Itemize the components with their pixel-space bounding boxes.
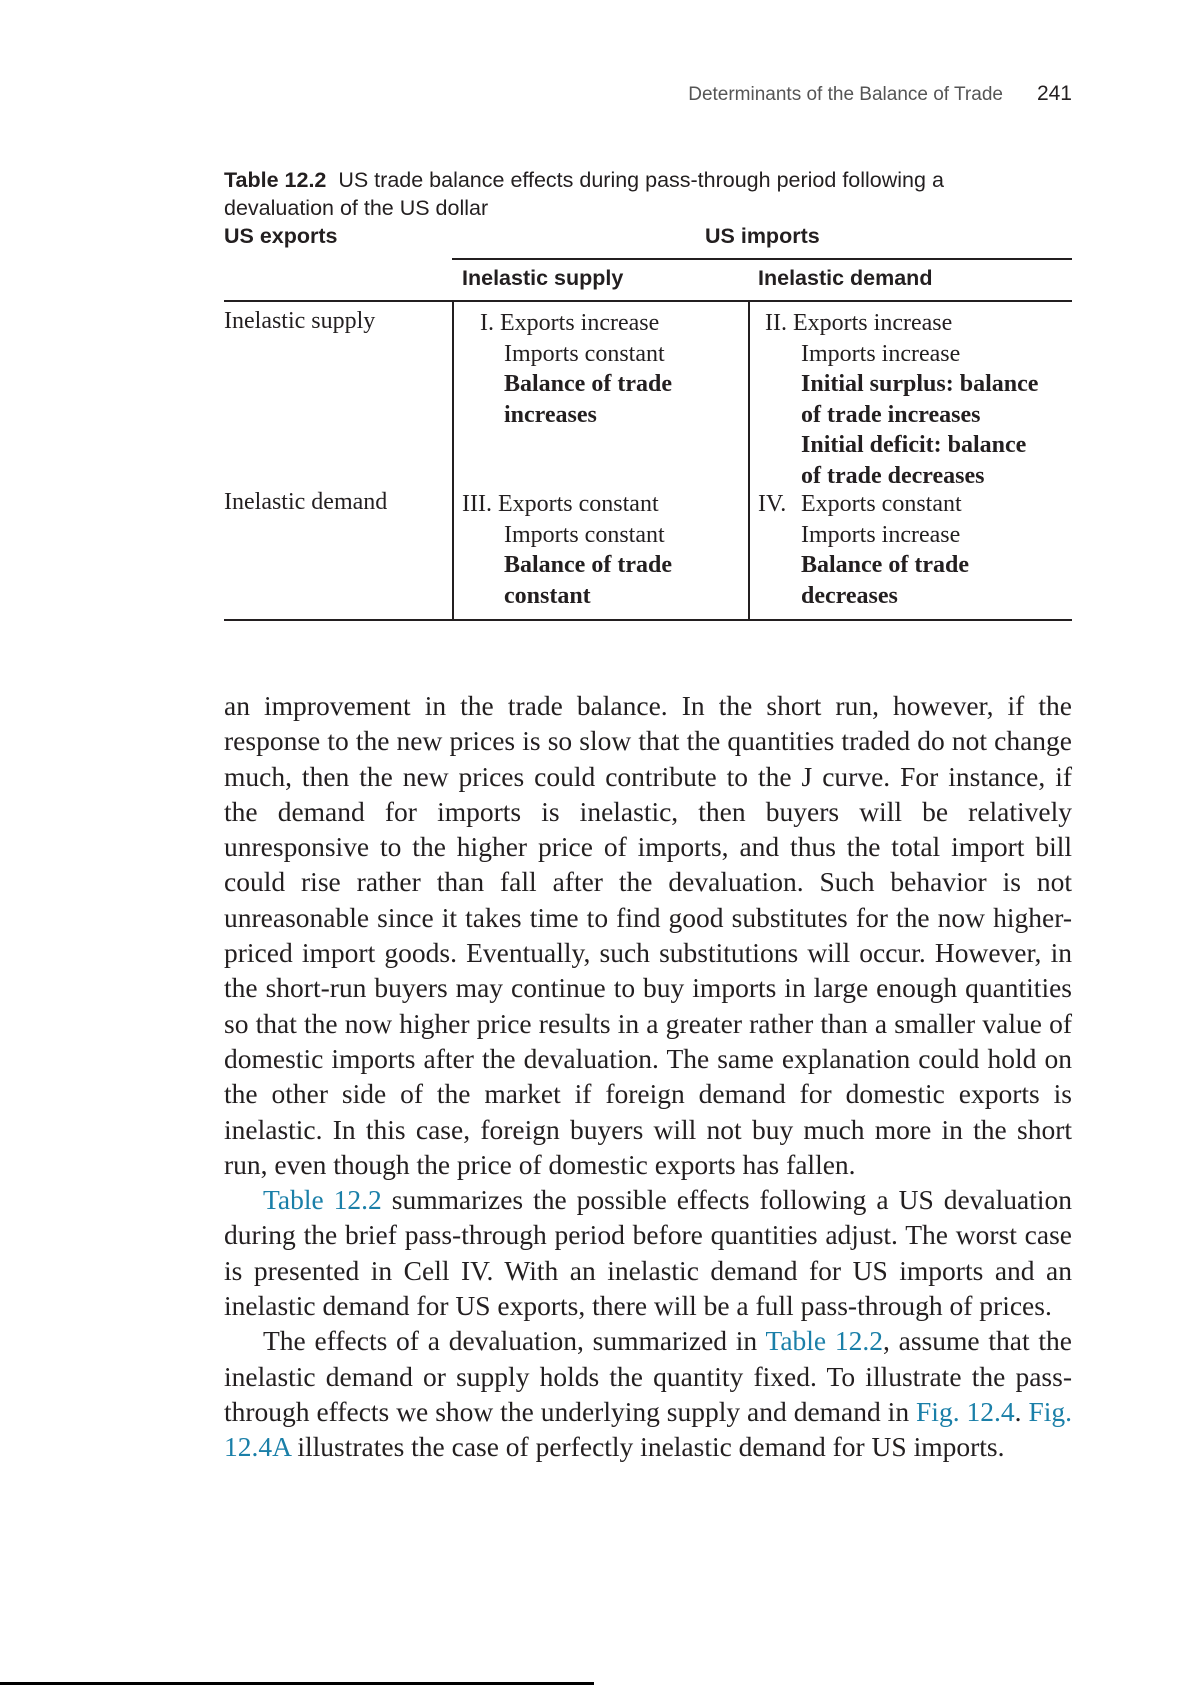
paragraph-text: The effects of a devaluation, summarized in (263, 1325, 766, 1357)
table-cell-I (480, 308, 672, 430)
cell-line: Imports increase (801, 521, 961, 548)
cell-result: constant (504, 582, 591, 609)
cell-line: Imports constant (504, 521, 665, 548)
body-text (224, 688, 1072, 1465)
column-header: Inelastic demand (758, 266, 933, 290)
column-divider (748, 301, 750, 620)
table-caption (224, 166, 984, 222)
page-number: 241 (1036, 82, 1072, 105)
table-link[interactable]: Table 12.2 (263, 1184, 382, 1216)
paragraph (224, 1323, 1072, 1464)
paragraph-text: illustrates the case of perfectly inelastic demand for US imports. (290, 1431, 1005, 1463)
cell-line: Exports constant (801, 491, 962, 517)
running-head (600, 82, 1072, 106)
cell-line: Exports constant (497, 491, 659, 517)
col-group-header: US imports (705, 224, 820, 248)
paragraph-text: . (1014, 1395, 1029, 1427)
column-divider (452, 301, 454, 620)
table-rule (224, 619, 1072, 621)
cell-numeral: I. (480, 310, 494, 336)
running-head-title: Determinants of the Balance of Trade (688, 84, 1003, 105)
cell-result: of trade increases (801, 401, 981, 428)
table-label: Table 12.2 (224, 168, 327, 192)
figure-link[interactable]: Fig. 12.4A (224, 1395, 1073, 1463)
cell-result: increases (504, 401, 597, 428)
paragraph-text: summarizes the possible effects following a US devaluation during the brief pass-through period before quantities adjust. The worst case is presented in Cell IV. With an inelastic demand for US imports and an inelastic demand for US exports, there will be a full pass-through of prices. (224, 1184, 1072, 1322)
cell-numeral: IV. (758, 491, 787, 517)
figure-link[interactable]: Fig. 12.4 (916, 1395, 1015, 1427)
cell-result: Initial deficit: balance (801, 432, 1027, 458)
cell-result: decreases (801, 582, 898, 609)
table-cell-III (462, 489, 672, 611)
table-rule (452, 258, 1072, 260)
cell-result: Balance of trade (801, 552, 969, 578)
paragraph: an improvement in the trade balance. In the short run, however, if the response to the new prices is so slow that the quantities traded do not change much, then the new prices could contribute to the J curve. For instance, if the demand for imports is inelastic, then buyers will be relatively unresponsive to the higher price of imports, and thus the total import bill could rise rather than fall after the devaluation. Such behavior is not unreasonable since it takes time to find good substitutes for the now higher-priced import goods. Eventually, such substitutions will occur. However, in the short-run buyers may continue to buy imports in large enough quantities so that the now higher price results in a greater rather than a smaller value of domestic imports after the devaluation. The same explanation could hold on the other side of the market if foreign demand for domestic exports is inelastic. In this case, foreign buyers will not buy much more in the short run, even though the price of domestic exports has fallen. (224, 690, 1072, 1180)
row-label: Inelastic demand (224, 489, 388, 515)
paragraph (224, 1182, 1072, 1323)
cell-numeral: III. (462, 491, 492, 517)
cell-result: of trade decreases (801, 462, 985, 489)
cell-line: Imports constant (504, 340, 665, 367)
column-header: Inelastic supply (462, 266, 624, 290)
paragraph-text: , assume that the inelastic demand or supply holds the quantity fixed. To illustrate the pass-through effects we show the underlying supply and demand in (224, 1325, 1072, 1427)
table-rule (224, 300, 1072, 302)
table-cell-IV (758, 489, 969, 611)
cell-line: Exports increase (500, 310, 660, 336)
table-cell-II (765, 308, 1038, 491)
table-caption-text: US trade balance effects during pass-through period following a devaluation of the US dollar (224, 168, 944, 220)
cell-numeral: II. (765, 310, 787, 336)
cell-line: Imports increase (801, 340, 961, 367)
row-group-header: US exports (224, 224, 338, 248)
cell-line: Exports increase (792, 310, 953, 336)
cell-result: Initial surplus: balance (801, 371, 1039, 397)
cell-result: Balance of trade (504, 371, 672, 397)
table-link[interactable]: Table 12.2 (765, 1325, 884, 1357)
row-label: Inelastic supply (224, 308, 376, 334)
cell-result: Balance of trade (504, 552, 672, 578)
